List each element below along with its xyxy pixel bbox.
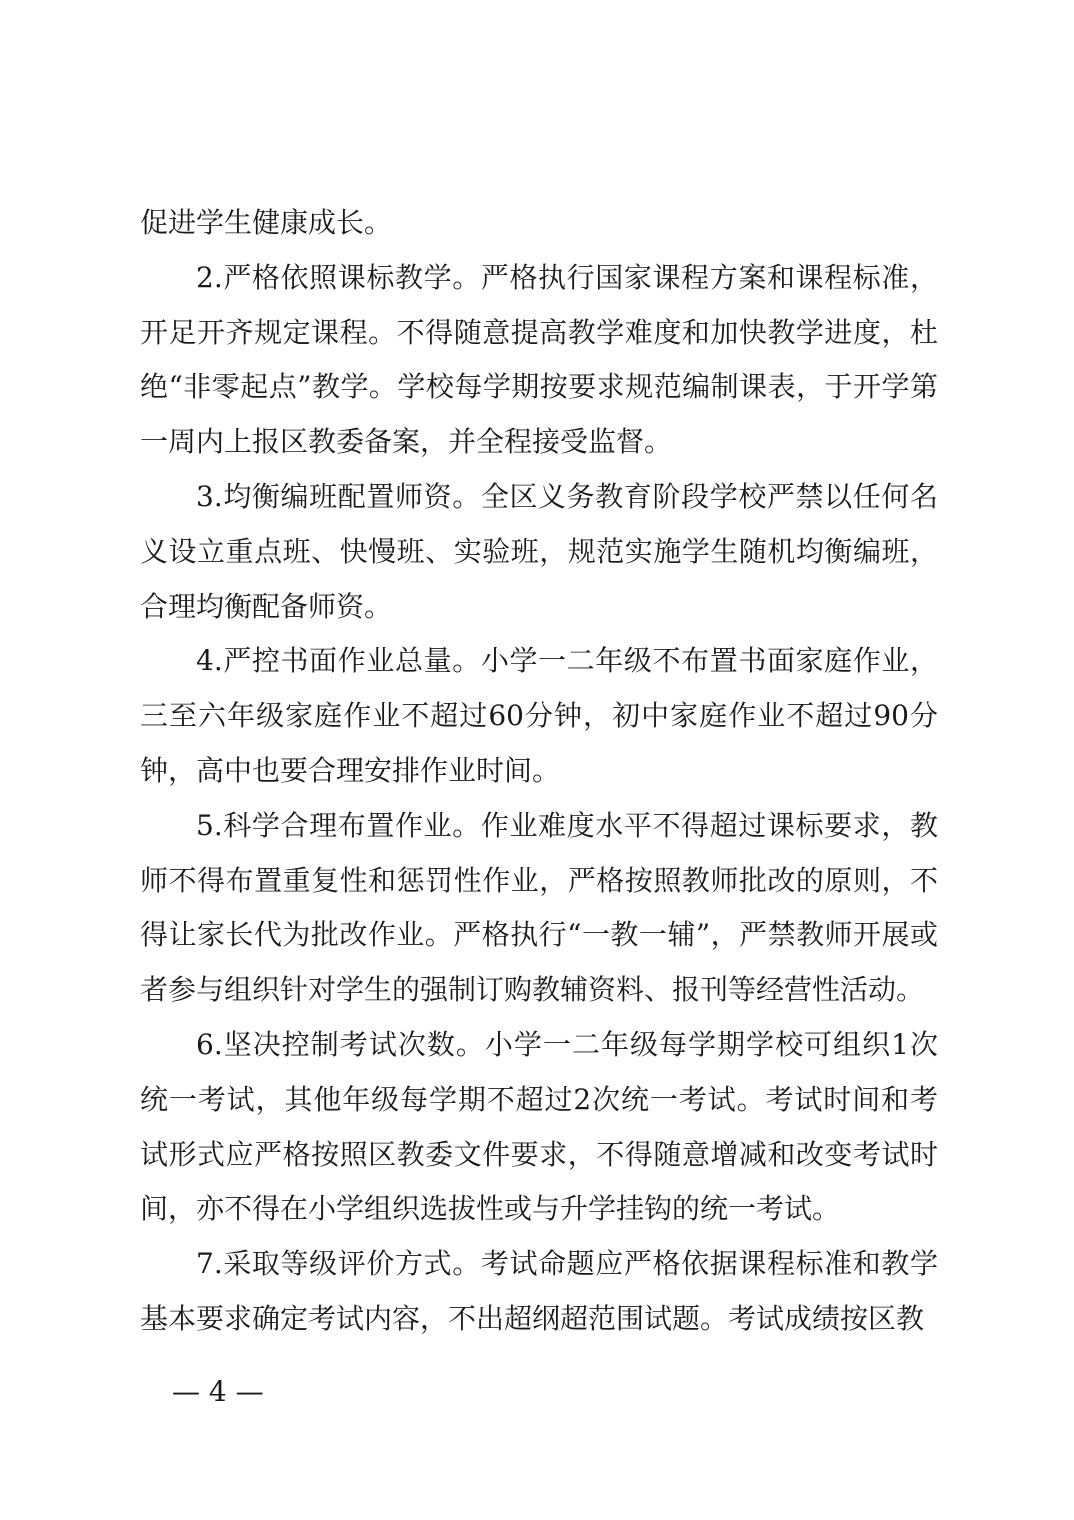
paragraph-item-6: 6.坚决控制考试次数。小学一二年级每学期学校可组织1次统一考试，其他年级每学期不超过2次统一考试。考试时间和考试形式应严格按照区教委文件要求，不得随意增减和改变考试时间，亦不得在小学组织选拔性或与升学挂钩的统一考试。: [140, 1027, 938, 1226]
paragraph-item-5: 5.科学合理布置作业。作业难度水平不得超过课标要求，教师不得布置重复性和惩罚性作业，严格按照教师批改的原则，不得让家长代为批改作业。严格执行“一教一辅”，严禁教师开展或者参与组织针对学生的强制订购教辅资料、报刊等经营性活动。: [140, 808, 938, 1007]
paragraph-item-3: 3.均衡编班配置师资。全区义务教育阶段学校严禁以任何名义设立重点班、快慢班、实验班，规范实施学生随机均衡编班，合理均衡配备师资。: [140, 479, 938, 623]
paragraph-continuation: 促进学生健康成长。: [140, 206, 393, 239]
document-body: [140, 196, 938, 1347]
paragraph-item-2: 2.严格依照课标教学。严格执行国家课程方案和课程标准，开足开齐规定课程。不得随意提高教学难度和加快教学进度，杜绝“非零起点”教学。学校每学期按要求规范编制课表，于开学第一周内上报区教委备案，并全程接受监督。: [140, 260, 938, 459]
paragraph-item-4: 4.严控书面作业总量。小学一二年级不布置书面家庭作业，三至六年级家庭作业不超过60分钟，初中家庭作业不超过90分钟，高中也要合理安排作业时间。: [140, 644, 938, 787]
paragraph-item-7: 7.采取等级评价方式。考试命题应严格依据课程标准和教学基本要求确定考试内容，不出超纲超范围试题。考试成绩按区教: [140, 1247, 938, 1335]
page-number: — 4 —: [172, 1375, 264, 1408]
